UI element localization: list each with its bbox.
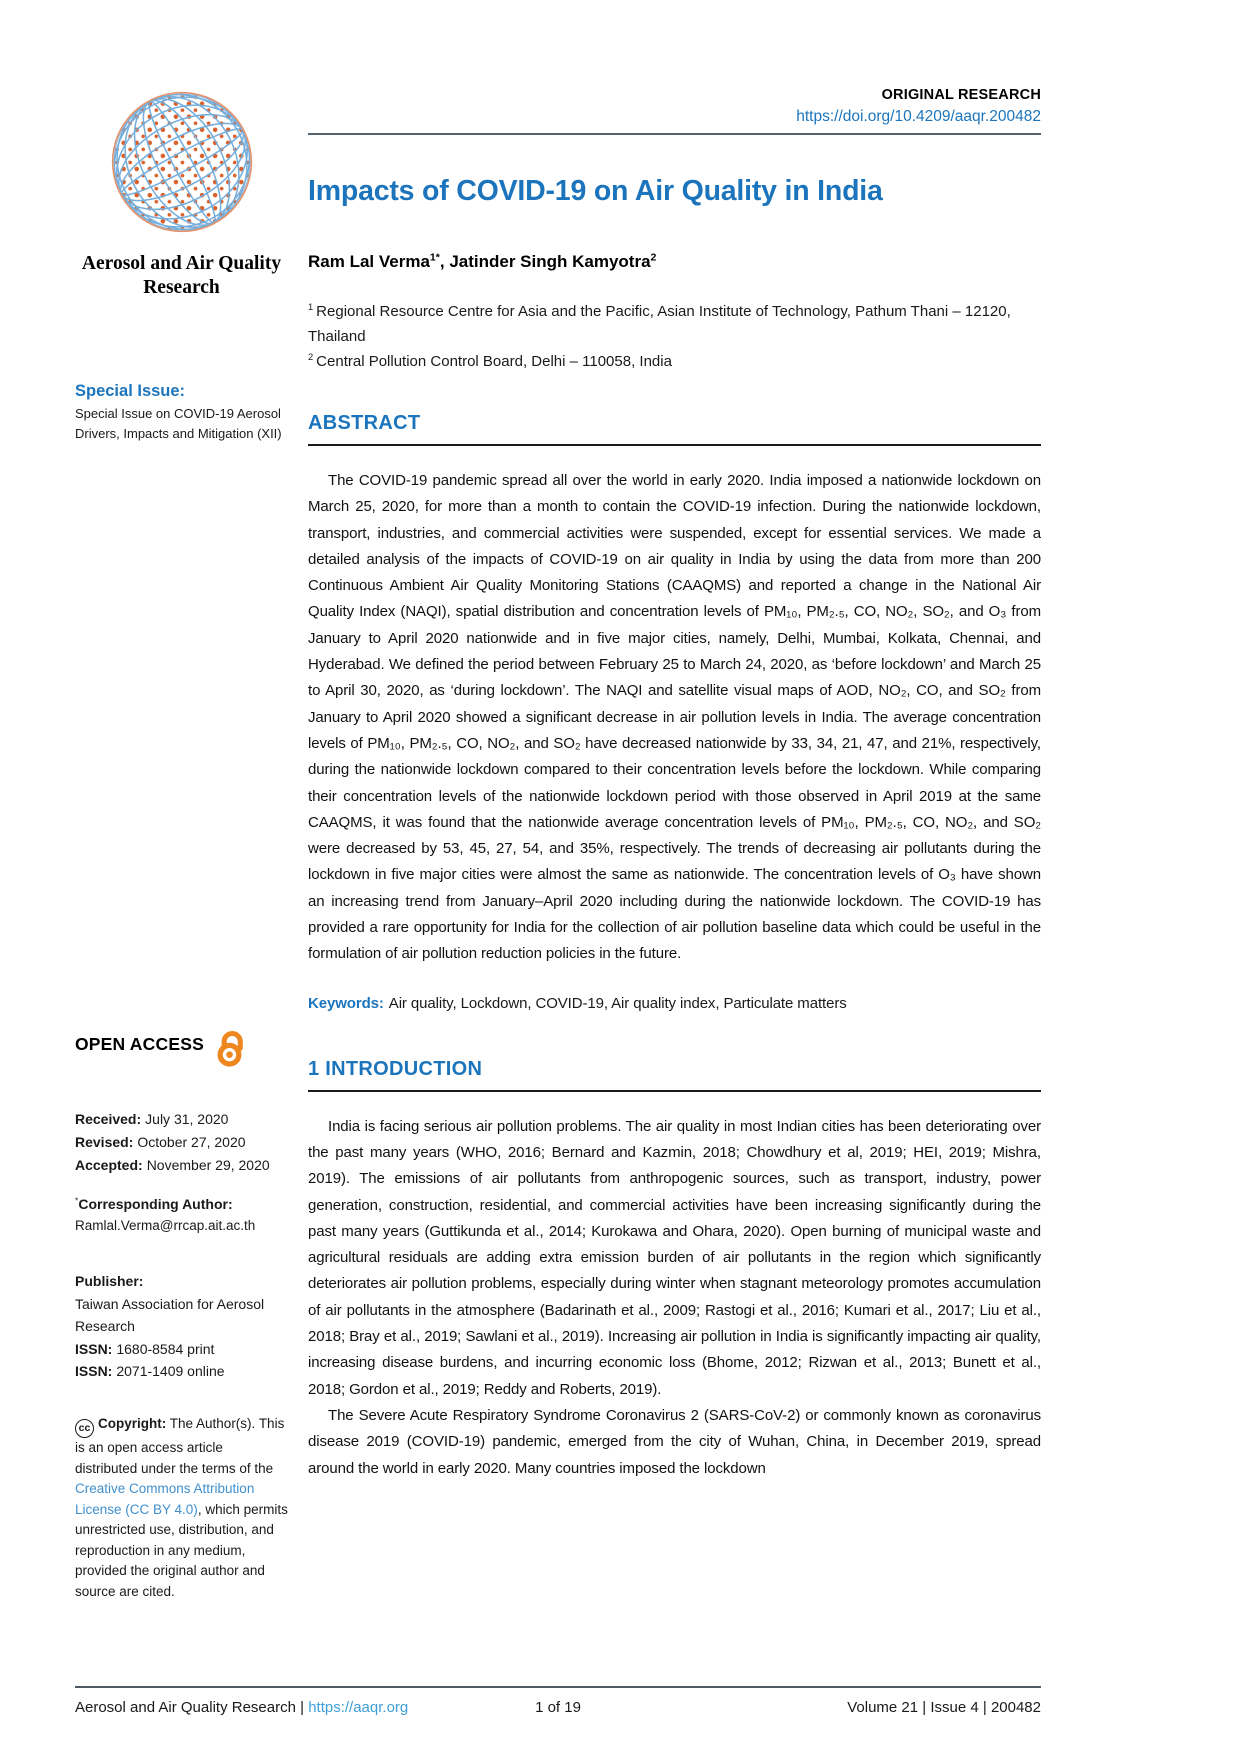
affiliation-1: $^1$ Regional Resource Centre for Asia and the Pacific, Asian Institute of Technology, Pathum Thani – 12120, Thailand (308, 302, 1011, 345)
special-issue-label: Special Issue: (75, 382, 186, 400)
author-1: Ram Lal Verma$^{1*}$ (308, 251, 440, 271)
accepted-label: Accepted: (75, 1157, 143, 1173)
issn-print-row: ISSN: 1680-8584 print (75, 1340, 215, 1357)
article-title: Impacts of COVID-19 on Air Quality in India (308, 175, 883, 207)
received-value: July 31, 2020 (145, 1111, 229, 1127)
footer-journal: Aerosol and Air Quality Research | https://aaqr.org (75, 1699, 409, 1716)
article-type-label: ORIGINAL RESEARCH (881, 87, 1041, 103)
journal-logo (75, 86, 288, 243)
revised-label: Revised: (75, 1134, 134, 1150)
copyright-label: Copyright: (98, 1416, 167, 1431)
received-row (75, 1108, 288, 1131)
publisher-label: Publisher: (75, 1273, 144, 1289)
revised-value: October 27, 2020 (137, 1134, 246, 1150)
keywords-text: Air quality, Lockdown, COVID-19, Air quality index, Particulate matters (388, 994, 847, 1012)
copyright-text-1: This is an open access article distributed under the terms of the (75, 1416, 285, 1476)
author-separator: , (439, 252, 450, 271)
keywords-line (308, 995, 1041, 1012)
author-2: Jatinder Singh Kamyotra$^2$ (449, 251, 657, 271)
special-issue-text: Special Issue on COVID-19 Aerosol Drivers, Impacts and Mitigation (XII) (75, 406, 282, 441)
open-access-lock-icon (213, 1022, 246, 1067)
affiliations (308, 299, 1041, 374)
author-line (308, 252, 1041, 272)
introduction-paragraph-2: The Severe Acute Respiratory Syndrome Coronavirus 2 (SARS-CoV-2) or commonly known as coronavirus disease 2019 (COVID-19) pandemic, emerged from the city of Wuhan, China, in December 2019, spread around the world in early 2020. Many countries imposed the lockdown (308, 1406, 1041, 1477)
publisher-block (75, 1270, 288, 1383)
abstract-heading: ABSTRACT (308, 412, 1041, 446)
accepted-value: November 29, 2020 (146, 1157, 270, 1173)
open-access-block (75, 1022, 288, 1067)
corresponding-author-label: *Corresponding Author: (75, 1195, 233, 1212)
affiliation-2: $^2$ Central Pollution Control Board, Delhi – 110058, India (308, 352, 672, 370)
special-issue-block (75, 382, 288, 443)
publisher-name: Taiwan Association for Aerosol Research (75, 1295, 265, 1334)
sidebar (75, 86, 288, 1686)
introduction-paragraph-1: India is facing serious air pollution problems. The air quality in most Indian cities has been deteriorating over the past many years (WHO, 2016; Bernard and Kazmin, 2018; Chowdhury et al, 2019; HEI, 2019; Mishra, 2019). The emissions of air pollutants from anthropogenic sources, such as transport, industry, power generation, construction, residential, and commercial activities have been increasing significantly during the past many years (Guttikunda et al., 2014; Kurokawa and Ohara, 2020). Open burning of municipal waste and agricultural residuals are adding extra emission burden of air pollutants in the region which significantly deteriorates air pollution problems, especially during winter when stagnant meteorology promotes accumulation of air pollutants in the atmosphere (Badarinath et al., 2009; Rastogi et al., 2016; Kumari et al., 2017; Liu et al., 2018; Bray et al., 2019; Sawlani et al., 2019). Increasing air pollution in India is significantly impacting air quality, increasing disease burdens, and incurring economic loss (Bhome, 2012; Rizwan et al., 2013; Bunett et al., 2018; Gordon et al., 2019; Reddy and Roberts, 2019). (308, 1117, 1041, 1398)
footer-volume-issue: Volume 21 | Issue 4 | 200482 (847, 1699, 1041, 1716)
copyright-text-2: , which permits unrestricted use, distribution, and reproduction in any medium, provided the original author and source are cited. (75, 1501, 288, 1599)
page-footer (75, 1686, 1041, 1716)
page-number: 1 of 19 (535, 1699, 581, 1716)
copyright-block (75, 1414, 288, 1602)
header-divider (308, 133, 1041, 135)
cc-license-link[interactable]: Creative Commons Attribution License (CC BY 4.0) (75, 1481, 255, 1517)
open-access-label: OPEN ACCESS (75, 1034, 204, 1054)
abstract-text: The COVID-19 pandemic spread all over the world in early 2020. India imposed a nationwide lockdown on March 25, 2020, for more than a month to contain the COVID-19 infection. During the nationwide lockdown, transport, industries, and commercial activities were suspended, except for essential services. We made a detailed analysis of the impacts of COVID-19 on air quality in India by using the data from more than 200 Continuous Ambient Air Quality Monitoring Stations (CAAQMS) and reported a change in the National Air Quality Index (NAQI), spatial distribution and concentration levels of PM₁₀, PM₂.₅, CO, NO₂, SO₂, and O₃ from January to April 2020 nationwide and in five major cities, namely, Delhi, Mumbai, Kolkata, Chennai, and Hyderabad. We defined the period between February 25 to March 24, 2020, as ‘before lockdown’ and March 25 to April 30, 2020, as ‘during lockdown’. The NAQI and satellite visual maps of AOD, NO₂, CO, and SO₂ from January to April 2020 showed a significant decrease in air pollution levels in India. The average concentration levels of PM₁₀, PM₂.₅, CO, NO₂, and SO₂ have decreased nationwide by 33, 34, 21, 47, and 21%, respectively, during the nationwide lockdown compared to their concentration levels before the lockdown. While comparing their concentration levels of the nationwide lockdown period with those observed in April 2019 at the same CAAQMS, it was found that the nationwide average concentration levels of PM₁₀, PM₂.₅, CO, NO₂, and SO₂ were decreased by 53, 45, 27, 54, and 35%, respectively. The trends of decreasing air pollutants during the lockdown in five major cities were almost the same as nationwide. The concentration levels of O₃ have shown an increasing trend from January–April 2020 including during the nationwide lockdown. The COVID-19 has provided a rare opportunity for India for the collection of air pollution baseline data which could be useful in the formulation of air pollution reduction policies in the future. (308, 472, 1041, 963)
globe-logo-icon (106, 86, 258, 238)
doi-link[interactable]: https://doi.org/10.4209/aaqr.200482 (796, 108, 1041, 125)
received-label: Received: (75, 1111, 142, 1127)
journal-name: Aerosol and Air Quality Research (81, 253, 282, 299)
copyright-holder: The Author(s). (169, 1416, 259, 1431)
revised-row (75, 1131, 288, 1154)
corresponding-author-email: Ramlal.Verma@rrcap.ait.ac.th (75, 1218, 256, 1233)
introduction-heading: 1 INTRODUCTION (308, 1058, 1041, 1092)
accepted-row (75, 1154, 288, 1177)
issn-online-row: ISSN: 2071-1409 online (75, 1363, 225, 1379)
keywords-label: Keywords: (308, 994, 384, 1012)
page-header (308, 86, 1041, 126)
article-history (75, 1108, 288, 1177)
corresponding-author-block (75, 1194, 288, 1236)
main-column (308, 86, 1041, 1482)
journal-url-link[interactable]: https://aaqr.org (308, 1699, 409, 1716)
creative-commons-icon: cc (75, 1419, 94, 1438)
